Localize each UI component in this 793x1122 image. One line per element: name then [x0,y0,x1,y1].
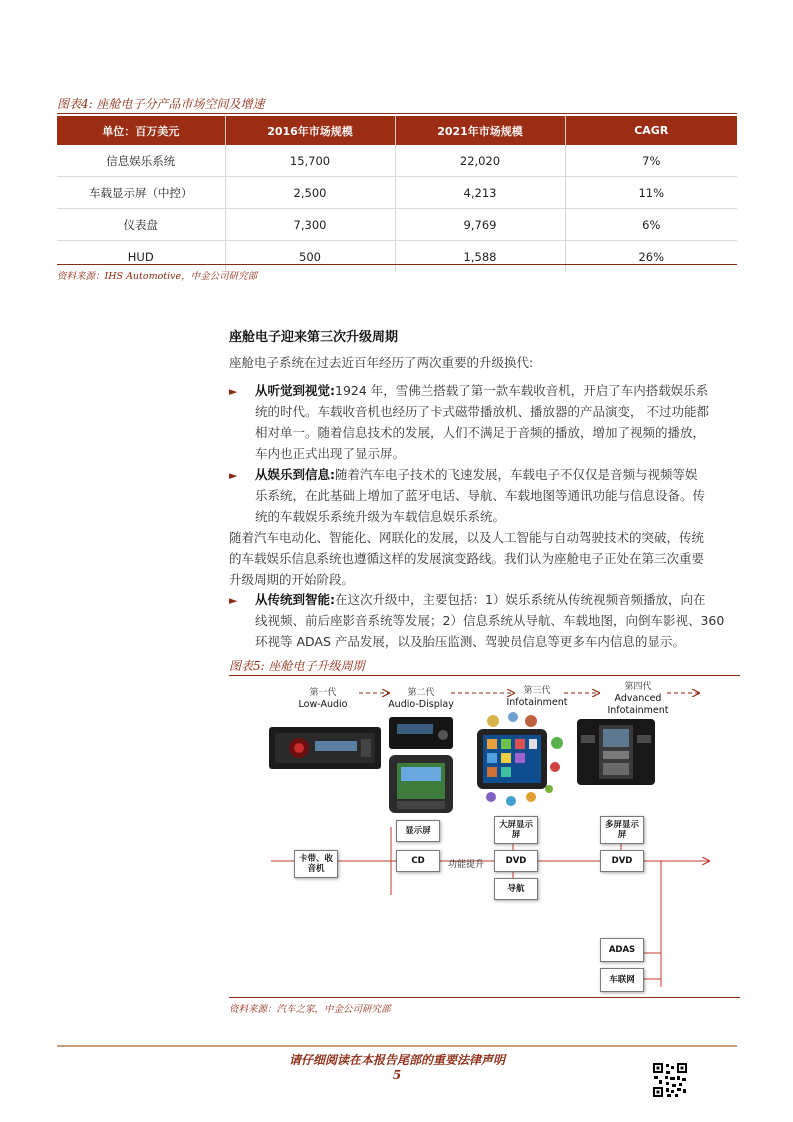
multi-display-box: 多屏显示屏 [600,816,644,844]
table-cell: 信息娱乐系统 [57,145,225,177]
navigation-box: 导航 [494,878,538,900]
figure5-bottom-rule [229,997,740,998]
paragraph-line: 随着汽车电动化、智能化、网联化的发展，以及人工智能与自动驾驶技术的突破，传统 [229,530,705,545]
gen-name: Audio-Display [388,699,454,710]
section-title: 座舱电子迎来第三次升级周期 [229,330,399,345]
table-row [57,145,737,177]
figure4-source: 资料来源：IHS Automotive，中金公司研究部 [57,271,258,282]
bullet-line: 车内也正式出现了显示屏。 [255,446,406,461]
bullet-arrow-icon: ► [229,594,238,607]
table-cell: 11% [565,177,737,209]
qr-code-icon [652,1062,688,1098]
dvd-box: DVD [600,850,644,872]
table-row [57,209,737,241]
dvd-box: DVD [494,850,538,872]
table-cell: HUD [57,241,225,273]
bullet-line: 在这次升级中，主要包括：1）娱乐系统从传统视频音频播放，向在 [335,592,706,607]
table-bottom-rule [57,264,737,265]
table-header-row [57,116,737,145]
figure5-source: 资料来源：汽车之家，中金公司研究部 [229,1004,391,1015]
table-cell: 2,500 [225,177,395,209]
bullet-line: 统的车载娱乐系统升级为车载信息娱乐系统。 [255,509,506,524]
table-cell: 4,213 [395,177,565,209]
bullet-lead: 从娱乐到信息: [255,467,335,482]
radio-box: 卡带、收音机 [294,850,338,878]
display-box: 显示屏 [396,820,440,842]
figure4-caption: 图表4: 座舱电子分产品市场空间及增速 [57,97,265,111]
bullet-entertainment-to-info [255,464,740,527]
gen-number: 第四代 [624,682,652,692]
footer-rule [57,1045,737,1047]
table-header-cagr: CAGR [565,116,737,145]
gen-number: 第一代 [309,688,337,698]
gen3-label [502,685,572,709]
table-cell: 仪表盘 [57,209,225,241]
bullet-lead: 从听觉到视觉: [255,383,335,398]
legal-notice: 请仔细阅读在本报告尾部的重要法律声明 [288,1053,505,1067]
table-cell: 1,588 [395,241,565,273]
table-header-2016: 2016年市场规模 [225,116,395,145]
table-cell: 26% [638,249,665,264]
figure5-caption: 图表5: 座舱电子升级周期 [229,659,365,673]
page-number: 5 [392,1068,402,1082]
table-cell: 7% [565,145,737,177]
table-cell: 22,020 [395,145,565,177]
table-cell: 15,700 [225,145,395,177]
adas-box: ADAS [600,938,644,962]
table-cell: 车载显示屏（中控） [57,177,225,209]
table-cell: 9,769 [395,209,565,241]
bullet-line: 相对单一。随着信息技术的发展，人们不满足于音频的播放，增加了视频的播放， [255,425,706,440]
paragraph-line: 升级周期的开始阶段。 [229,572,355,587]
table-header-2021: 2021年市场规模 [395,116,565,145]
bullet-arrow-icon: ► [229,469,238,482]
bullet-line: 1924 年，雪佛兰搭载了第一款车载收音机，开启了车内搭载娱乐系 [335,383,709,398]
body-paragraph [229,527,741,590]
table-cell: 500 [225,241,395,273]
caption-rule [229,675,740,676]
bullet-lead: 从传统到智能: [255,592,335,607]
paragraph-line: 的车载娱乐信息系统也遵循这样的发展演变路线。我们认为座舱电子正处在第三次重要 [229,551,705,566]
gen-name: Low-Audio [298,699,348,710]
bullet-line: 统的时代。车载收音机也经历了卡式磁带播放机、播放器的产品演变， 不过功能都 [255,404,709,419]
table-cell: 7,300 [225,209,395,241]
advanced-infotainment-image [577,719,655,785]
table-header-unit: 单位：百万美元 [57,116,225,145]
caption-rule [57,113,737,114]
gen-name: Infotainment [506,697,568,708]
gen-name: Advanced Infotainment [607,693,669,716]
bullet-listening-to-vision [255,380,740,464]
infotainment-image [477,712,563,806]
table-cell: 6% [565,209,737,241]
upgrade-label: 功能提升 [448,860,485,870]
bullet-line: 线视频、前后座影音系统等发展；2）信息系统从导航、车载地图，向倒车影视、360 [255,613,725,628]
gen1-label [293,687,353,711]
cd-box: CD [396,850,440,872]
car-radio-image [269,727,381,769]
bullet-line: 随着汽车电子技术的飞速发展，车载电子不仅仅是音频与视频等娱 [335,467,698,482]
iov-box: 车联网 [600,968,644,992]
audio-display-image [389,717,453,813]
gen2-label [385,687,457,711]
table-row [57,177,737,209]
bullet-line: 乐系统，在此基础上增加了蓝牙电话、导航、车载地图等通讯功能与信息设备。传 [255,488,706,503]
market-table [57,116,737,272]
intro-paragraph: 座舱电子系统在过去近百年经历了两次重要的升级换代: [229,355,534,370]
gen-number: 第二代 [407,688,435,698]
bullet-arrow-icon: ► [229,385,238,398]
upgrade-cycle-diagram [229,677,741,997]
bullet-line: 环视等 ADAS 产品发展，以及胎压监测、驾驶员信息等更多车内信息的显示。 [255,634,685,649]
bullet-traditional-to-smart [255,589,740,652]
gen-number: 第三代 [523,686,551,696]
gen4-label [605,681,671,717]
large-display-box: 大屏显示屏 [494,816,538,844]
